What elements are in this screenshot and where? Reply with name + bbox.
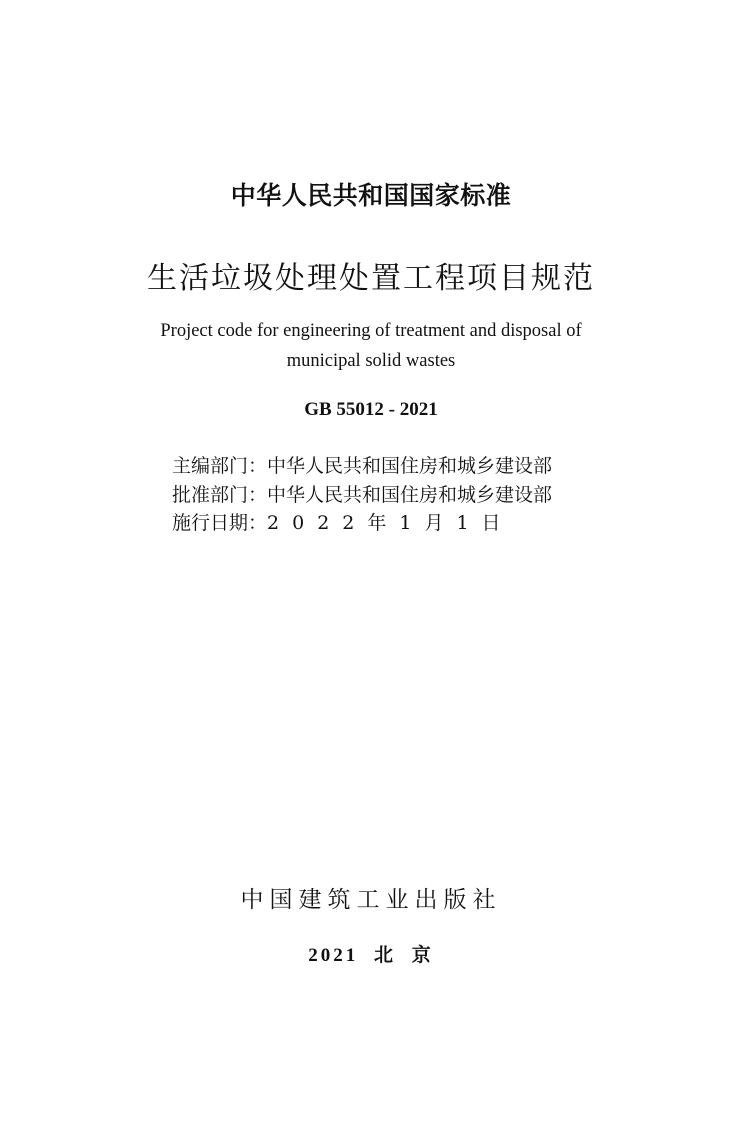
effective-date-value: 2022年1月1日	[267, 512, 514, 534]
approver-label: 批准部门：	[172, 483, 268, 506]
approver-value: 中华人民共和国住房和城乡建设部	[267, 483, 553, 506]
standard-metadata	[172, 452, 552, 538]
english-title	[0, 316, 742, 376]
editor-value: 中华人民共和国住房和城乡建设部	[267, 455, 553, 477]
editor-label: 主编部门：	[172, 455, 268, 477]
english-title-line-2: municipal solid wastes	[286, 351, 456, 371]
approver-row	[172, 481, 552, 510]
editor-row	[172, 452, 552, 481]
national-standard-heading: 中华人民共和国国家标准	[230, 181, 512, 210]
effective-date-row	[172, 509, 552, 538]
english-title-line-1: Project code for engineering of treatment and disposal of	[160, 321, 582, 341]
chinese-title: 生活垃圾处理处置工程项目规范	[147, 261, 595, 296]
publisher: 中国建筑工业出版社	[240, 887, 502, 913]
standard-code: GB 55012 - 2021	[304, 399, 438, 420]
effective-date-label: 施行日期：	[172, 512, 268, 534]
publication-place-year: 2021 北 京	[308, 945, 434, 966]
